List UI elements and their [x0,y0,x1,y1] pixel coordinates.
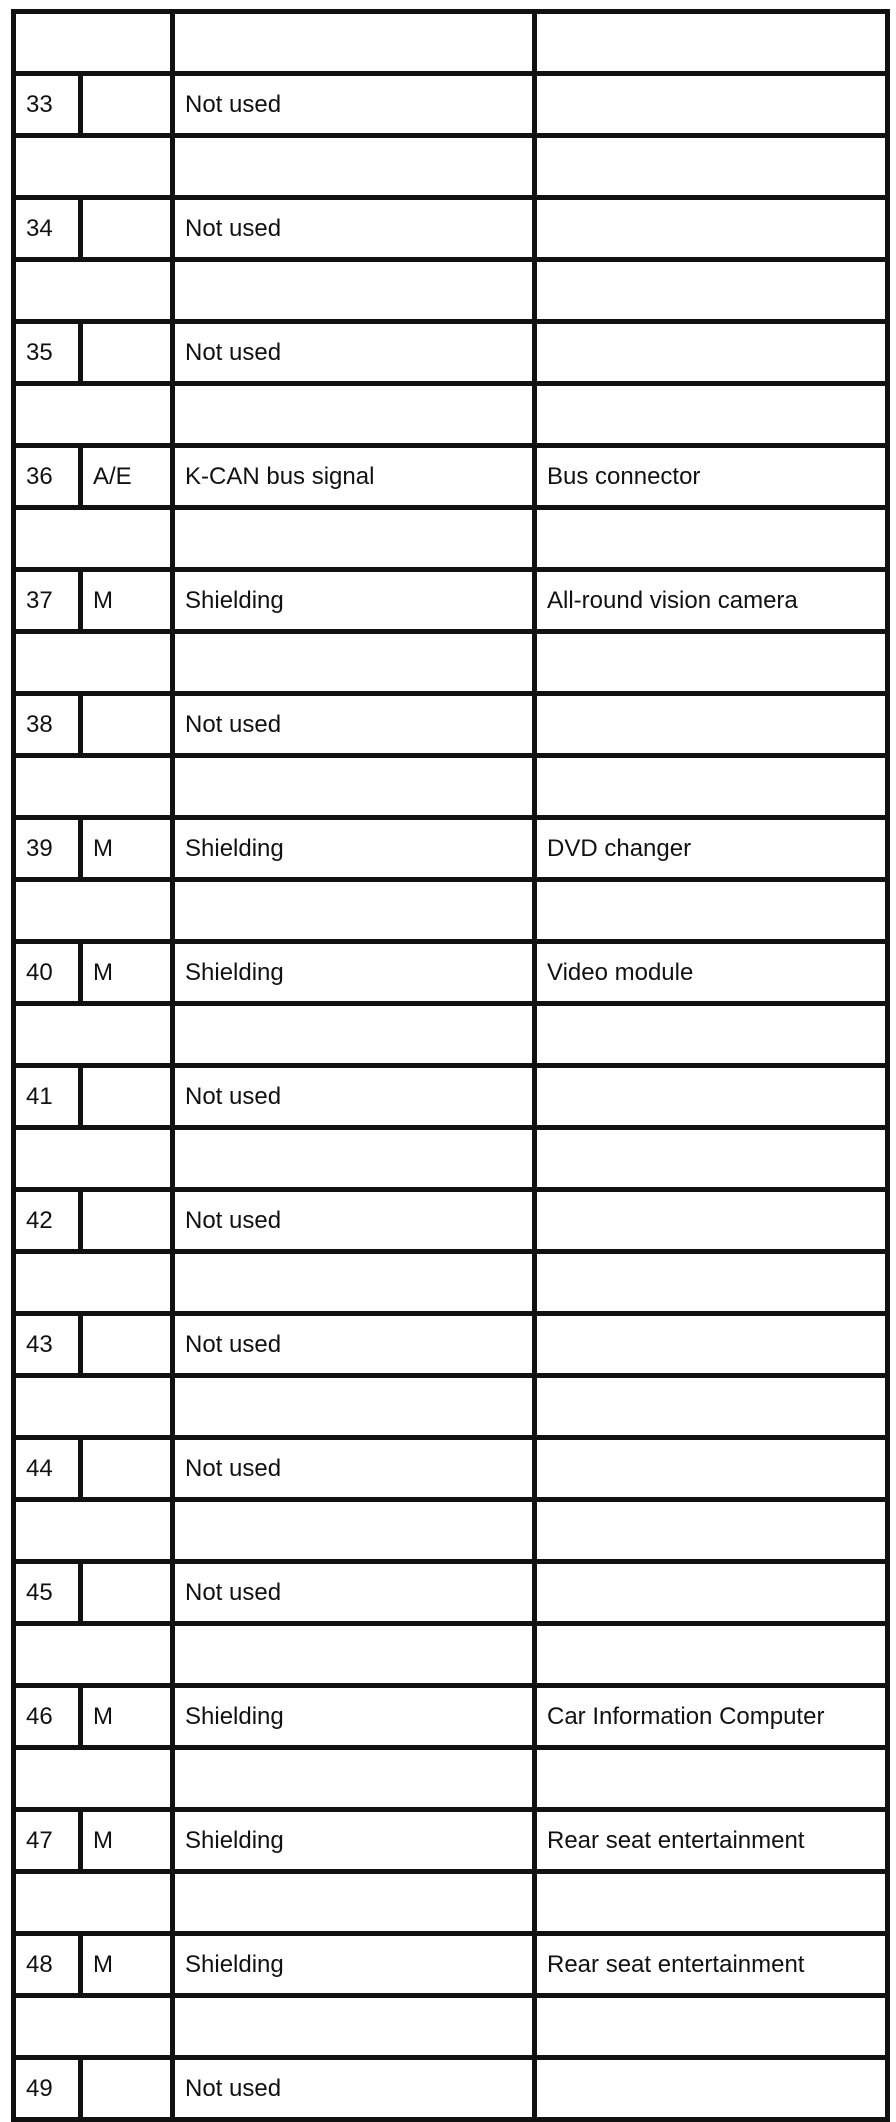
spacer-cell [14,136,173,198]
spacer-row [14,1748,888,1810]
spacer-cell [535,1128,888,1190]
pin-number-cell: 49 [14,2058,81,2120]
signal-type-cell: M [81,1934,173,1996]
table-row [14,818,888,880]
table-row [14,1810,888,1872]
signal-type-cell: M [81,1686,173,1748]
connection-cell: Video module [535,942,888,1004]
spacer-cell [14,1872,173,1934]
spacer-cell [535,1872,888,1934]
pin-table-body [14,12,888,2120]
spacer-row [14,1004,888,1066]
spacer-cell [173,1996,535,2058]
spacer-row [14,1128,888,1190]
spacer-row [14,1500,888,1562]
signal-type-cell [81,322,173,384]
spacer-row [14,756,888,818]
spacer-cell [173,12,535,74]
spacer-cell [14,1748,173,1810]
table-row [14,570,888,632]
pin-number-cell: 35 [14,322,81,384]
spacer-row [14,632,888,694]
signal-type-cell [81,1562,173,1624]
spacer-cell [173,1004,535,1066]
spacer-cell [173,1128,535,1190]
pin-number-cell: 38 [14,694,81,756]
spacer-cell [173,880,535,942]
table-row [14,74,888,136]
spacer-cell [173,136,535,198]
spacer-cell [14,1252,173,1314]
spacer-row [14,12,888,74]
spacer-cell [14,1624,173,1686]
signal-type-cell [81,694,173,756]
description-cell: Not used [173,1562,535,1624]
table-row [14,1934,888,1996]
table-row [14,1438,888,1500]
connection-cell [535,1190,888,1252]
connection-cell: DVD changer [535,818,888,880]
description-cell: Shielding [173,1810,535,1872]
pin-assignment-table [11,9,890,2122]
signal-type-cell: A/E [81,446,173,508]
spacer-row [14,508,888,570]
signal-type-cell [81,1066,173,1128]
spacer-row [14,1996,888,2058]
description-cell: Not used [173,2058,535,2120]
table-row [14,1066,888,1128]
signal-type-cell: M [81,818,173,880]
table-row [14,2058,888,2120]
spacer-cell [14,756,173,818]
spacer-cell [535,508,888,570]
signal-type-cell [81,1314,173,1376]
signal-type-cell [81,74,173,136]
spacer-cell [173,1376,535,1438]
spacer-cell [535,260,888,322]
spacer-cell [535,1624,888,1686]
spacer-cell [173,384,535,446]
description-cell: Shielding [173,818,535,880]
description-cell: Not used [173,74,535,136]
spacer-row [14,260,888,322]
spacer-cell [173,260,535,322]
table-row [14,446,888,508]
spacer-cell [14,1500,173,1562]
connection-cell [535,694,888,756]
spacer-cell [14,1004,173,1066]
spacer-cell [535,1748,888,1810]
spacer-cell [535,12,888,74]
description-cell: K-CAN bus signal [173,446,535,508]
table-row [14,1314,888,1376]
pin-number-cell: 45 [14,1562,81,1624]
spacer-row [14,1872,888,1934]
connection-cell [535,322,888,384]
signal-type-cell: M [81,1810,173,1872]
table-row [14,322,888,384]
connection-cell: All-round vision camera [535,570,888,632]
spacer-cell [173,756,535,818]
spacer-cell [535,756,888,818]
spacer-cell [14,880,173,942]
connection-cell: Bus connector [535,446,888,508]
connection-cell [535,1314,888,1376]
spacer-cell [14,1996,173,2058]
table-row [14,198,888,260]
pin-number-cell: 43 [14,1314,81,1376]
pin-number-cell: 47 [14,1810,81,1872]
pin-number-cell: 44 [14,1438,81,1500]
spacer-row [14,1624,888,1686]
spacer-cell [535,1376,888,1438]
pin-number-cell: 40 [14,942,81,1004]
spacer-cell [535,1252,888,1314]
description-cell: Not used [173,1190,535,1252]
table-row [14,1562,888,1624]
table-row [14,694,888,756]
description-cell: Not used [173,198,535,260]
spacer-cell [535,1500,888,1562]
spacer-cell [14,12,173,74]
pin-number-cell: 46 [14,1686,81,1748]
spacer-row [14,1376,888,1438]
spacer-cell [173,632,535,694]
pin-number-cell: 42 [14,1190,81,1252]
connection-cell [535,2058,888,2120]
pin-number-cell: 36 [14,446,81,508]
spacer-cell [14,1128,173,1190]
description-cell: Not used [173,322,535,384]
connection-cell [535,74,888,136]
signal-type-cell [81,1190,173,1252]
description-cell: Shielding [173,1686,535,1748]
pin-number-cell: 41 [14,1066,81,1128]
spacer-cell [14,632,173,694]
spacer-cell [173,1872,535,1934]
spacer-cell [173,1748,535,1810]
connection-cell: Rear seat entertainment [535,1934,888,1996]
signal-type-cell [81,1438,173,1500]
table-row [14,1686,888,1748]
table-row [14,1190,888,1252]
spacer-cell [535,1004,888,1066]
description-cell: Shielding [173,1934,535,1996]
pin-number-cell: 33 [14,74,81,136]
description-cell: Not used [173,1066,535,1128]
description-cell: Not used [173,1314,535,1376]
spacer-row [14,880,888,942]
connection-cell: Car Information Computer [535,1686,888,1748]
description-cell: Shielding [173,570,535,632]
connection-cell: Rear seat entertainment [535,1810,888,1872]
spacer-cell [535,632,888,694]
signal-type-cell: M [81,942,173,1004]
pin-number-cell: 39 [14,818,81,880]
spacer-cell [535,1996,888,2058]
connection-cell [535,198,888,260]
table-row [14,942,888,1004]
spacer-cell [14,508,173,570]
spacer-cell [535,136,888,198]
description-cell: Shielding [173,942,535,1004]
pin-number-cell: 37 [14,570,81,632]
spacer-cell [535,384,888,446]
connection-cell [535,1066,888,1128]
spacer-cell [14,260,173,322]
spacer-row [14,384,888,446]
spacer-cell [173,1252,535,1314]
connection-cell [535,1438,888,1500]
pin-number-cell: 48 [14,1934,81,1996]
signal-type-cell [81,2058,173,2120]
description-cell: Not used [173,694,535,756]
pin-number-cell: 34 [14,198,81,260]
spacer-cell [14,1376,173,1438]
spacer-row [14,136,888,198]
signal-type-cell: M [81,570,173,632]
spacer-cell [173,508,535,570]
spacer-cell [535,880,888,942]
signal-type-cell [81,198,173,260]
description-cell: Not used [173,1438,535,1500]
spacer-cell [173,1624,535,1686]
connection-cell [535,1562,888,1624]
spacer-cell [173,1500,535,1562]
spacer-cell [14,384,173,446]
spacer-row [14,1252,888,1314]
